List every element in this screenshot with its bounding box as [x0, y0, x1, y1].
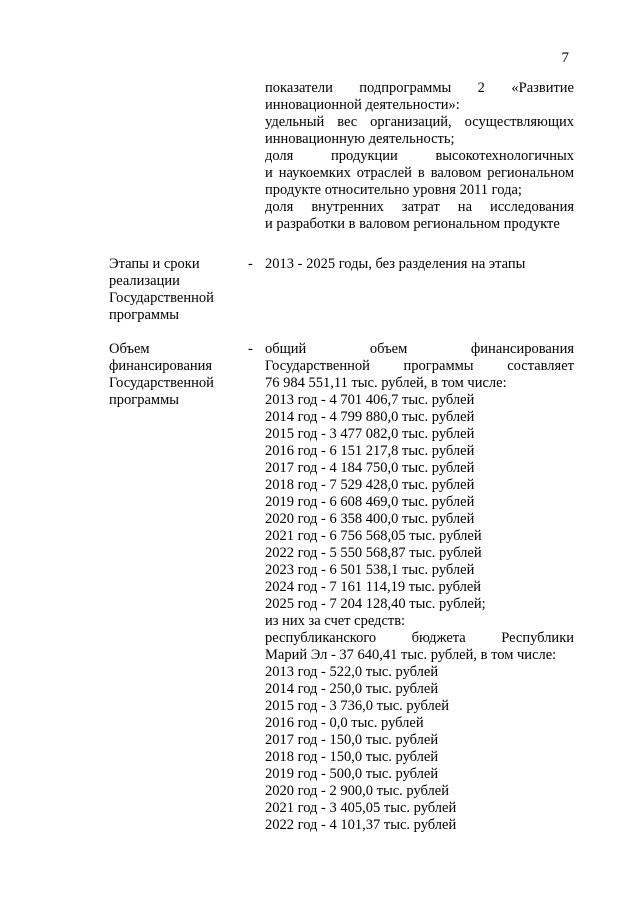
text-line: 2016 год - 6 151 217,8 тыс. рублей [265, 443, 475, 459]
text-line: 2013 год - 522,0 тыс. рублей [265, 664, 439, 680]
stages-dash: - [248, 256, 253, 272]
label-line: финансирования [109, 358, 213, 374]
text-line: 2015 год - 3 477 082,0 тыс. рублей [265, 426, 475, 442]
financing-dash: - [248, 341, 253, 357]
text-line: 2014 год - 4 799 880,0 тыс. рублей [265, 409, 475, 425]
text-line: 2021 год - 3 405,05 тыс. рублей [265, 800, 457, 816]
text-line: 2025 год - 7 204 128,40 тыс. рублей; [265, 596, 486, 612]
text-line: из них за счет средств: [265, 613, 406, 629]
stages-label [109, 256, 244, 324]
text-line: общий объем финансирования [265, 341, 574, 357]
text-line: продукте относительно уровня 2011 года; [265, 182, 522, 198]
text-line: и разработки в валовом региональном продукте [265, 216, 560, 232]
stages-value: 2013 - 2025 годы, без разделения на этапы [265, 256, 526, 272]
label-line: Государственной [109, 290, 214, 306]
text-line: 2013 год - 4 701 406,7 тыс. рублей [265, 392, 475, 408]
text-line: 2015 год - 3 736,0 тыс. рублей [265, 698, 449, 714]
page-number: 7 [561, 50, 569, 66]
text-line: 2022 год - 4 101,37 тыс. рублей [265, 817, 457, 833]
text-line: 2020 год - 2 900,0 тыс. рублей [265, 783, 449, 799]
text-line: Марий Эл - 37 640,41 тыс. рублей, в том числе: [265, 647, 557, 663]
text-line: и наукоемких отраслей в валовом региональном [265, 165, 574, 181]
text-line: доля внутренних затрат на исследования [265, 199, 574, 215]
text-line: республиканского бюджета Республики [265, 630, 574, 646]
label-line: Объем [109, 341, 150, 357]
text-line: 2017 год - 4 184 750,0 тыс. рублей [265, 460, 475, 476]
text-line: удельный вес организаций, осуществляющих [265, 114, 574, 130]
text-line: инновационной деятельности»: [265, 97, 460, 113]
label-line: программы [109, 392, 179, 408]
text-line: 2019 год - 6 608 469,0 тыс. рублей [265, 494, 475, 510]
label-line: Этапы и сроки [109, 256, 200, 272]
text-line: 2020 год - 6 358 400,0 тыс. рублей [265, 511, 475, 527]
text-line: 2021 год - 6 756 568,05 тыс. рублей [265, 528, 482, 544]
text-line: 2019 год - 500,0 тыс. рублей [265, 766, 439, 782]
indicators-text [265, 80, 574, 233]
text-line: 2018 год - 150,0 тыс. рублей [265, 749, 439, 765]
text-line: 76 984 551,11 тыс. рублей, в том числе: [265, 375, 507, 391]
label-line: программы [109, 307, 179, 323]
text-line: доля продукции высокотехнологичных [265, 148, 574, 164]
financing-label [109, 341, 244, 409]
text-line: 2014 год - 250,0 тыс. рублей [265, 681, 439, 697]
text-line: Государственной программы составляет [265, 358, 574, 374]
text-line: 2018 год - 7 529 428,0 тыс. рублей [265, 477, 475, 493]
financing-text [265, 341, 574, 834]
text-line: 2023 год - 6 501 538,1 тыс. рублей [265, 562, 475, 578]
text-line: 2024 год - 7 161 114,19 тыс. рублей [265, 579, 482, 595]
text-line: 2017 год - 150,0 тыс. рублей [265, 732, 439, 748]
label-line: Государственной [109, 375, 214, 391]
label-line: реализации [109, 273, 180, 289]
text-line: показатели подпрограммы 2 «Развитие [265, 80, 574, 96]
text-line: 2016 год - 0,0 тыс. рублей [265, 715, 424, 731]
text-line: инновационную деятельность; [265, 131, 455, 147]
text-line: 2022 год - 5 550 568,87 тыс. рублей [265, 545, 482, 561]
